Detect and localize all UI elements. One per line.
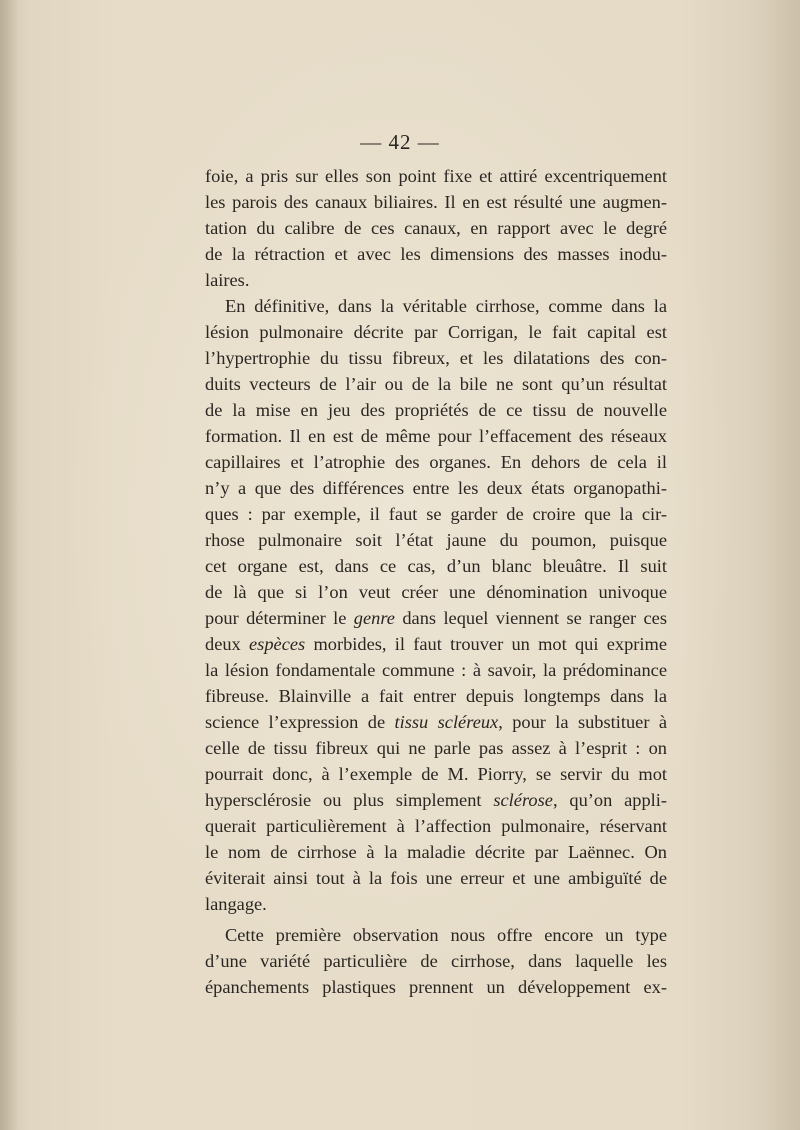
text-line: foie, a pris sur elles son point fixe et attiré excentriquement xyxy=(205,166,667,186)
text-line: langage. xyxy=(205,894,267,914)
text-line: formation. Il en est de même pour l’effacement des réseaux xyxy=(205,426,667,446)
text-line: Cette première observation nous offre encore un type xyxy=(225,925,667,945)
text-line: laires. xyxy=(205,270,250,290)
text-segment: pour déterminer le xyxy=(205,608,354,628)
text-line: de là que si l’on veut créer une dénomination univoque xyxy=(205,582,667,602)
text-line: duits vecteurs de l’air ou de la bile ne sont qu’un résultat xyxy=(205,374,667,394)
text-segment: hypersclérosie ou plus simplement xyxy=(205,790,494,810)
text-line: En définitive, dans la véritable cirrhose, comme dans la xyxy=(225,296,667,316)
text-segment: , pour la substituer à xyxy=(498,712,667,732)
text-line: d’une variété particulière de cirrhose, dans laquelle les xyxy=(205,951,667,971)
text-line: celle de tissu fibreux qui ne parle pas assez à l’esprit : on xyxy=(205,738,667,758)
text-line: de la mise en jeu des propriétés de ce tissu de nouvelle xyxy=(205,400,667,420)
text-segment: morbides, il faut trouver un mot qui exprime xyxy=(305,634,667,654)
text-line xyxy=(205,631,667,657)
text-line: la lésion fondamentale commune : à savoir, la prédominance xyxy=(205,660,667,680)
text-line: rhose pulmonaire soit l’état jaune du poumon, puisque xyxy=(205,530,667,550)
text-line: querait particulièrement à l’affection pulmonaire, réservant xyxy=(205,816,667,836)
text-line: l’hypertrophie du tissu fibreux, et les dilatations des con- xyxy=(205,348,667,368)
italic-term: sclérose xyxy=(493,790,553,810)
text-line: pourrait donc, à l’exemple de M. Piorry, se servir du mot xyxy=(205,764,667,784)
text-segment: science l’expression de xyxy=(205,712,395,732)
text-line: éviterait ainsi tout à la fois une erreur et une ambiguïté de xyxy=(205,868,667,888)
italic-term: espèces xyxy=(249,634,306,654)
text-line: tation du calibre de ces canaux, en rapport avec le degré xyxy=(205,218,667,238)
text-line: épanchements plastiques prennent un développement ex- xyxy=(205,977,667,997)
text-line: les parois des canaux biliaires. Il en est résulté une augmen- xyxy=(205,192,667,212)
text-line xyxy=(205,605,667,631)
body-text xyxy=(205,163,667,1000)
text-line: cet organe est, dans ce cas, d’un blanc bleuâtre. Il suit xyxy=(205,556,667,576)
gutter-shadow xyxy=(0,0,18,1130)
text-line: de la rétraction et avec les dimensions des masses inodu- xyxy=(205,244,667,264)
text-line: ques : par exemple, il faut se garder de croire que la cir- xyxy=(205,504,667,524)
italic-term: tissu scléreux xyxy=(394,712,499,732)
text-line: lésion pulmonaire décrite par Corrigan, le fait capital est xyxy=(205,322,667,342)
text-segment: dans lequel viennent se ranger ces xyxy=(394,608,667,628)
text-line: fibreuse. Blainville a fait entrer depuis longtemps dans la xyxy=(205,686,667,706)
text-line xyxy=(205,709,667,735)
text-line: n’y a que des différences entre les deux états organopathi- xyxy=(205,478,667,498)
text-segment: deux xyxy=(205,634,250,654)
text-line: le nom de cirrhose à la maladie décrite par Laënnec. On xyxy=(205,842,667,862)
italic-term: genre xyxy=(353,608,395,628)
page-number: — 42 — xyxy=(360,130,440,154)
text-line: capillaires et l’atrophie des organes. En dehors de cela il xyxy=(205,452,667,472)
text-segment: , qu’on appli- xyxy=(552,790,667,810)
text-line xyxy=(205,787,667,813)
